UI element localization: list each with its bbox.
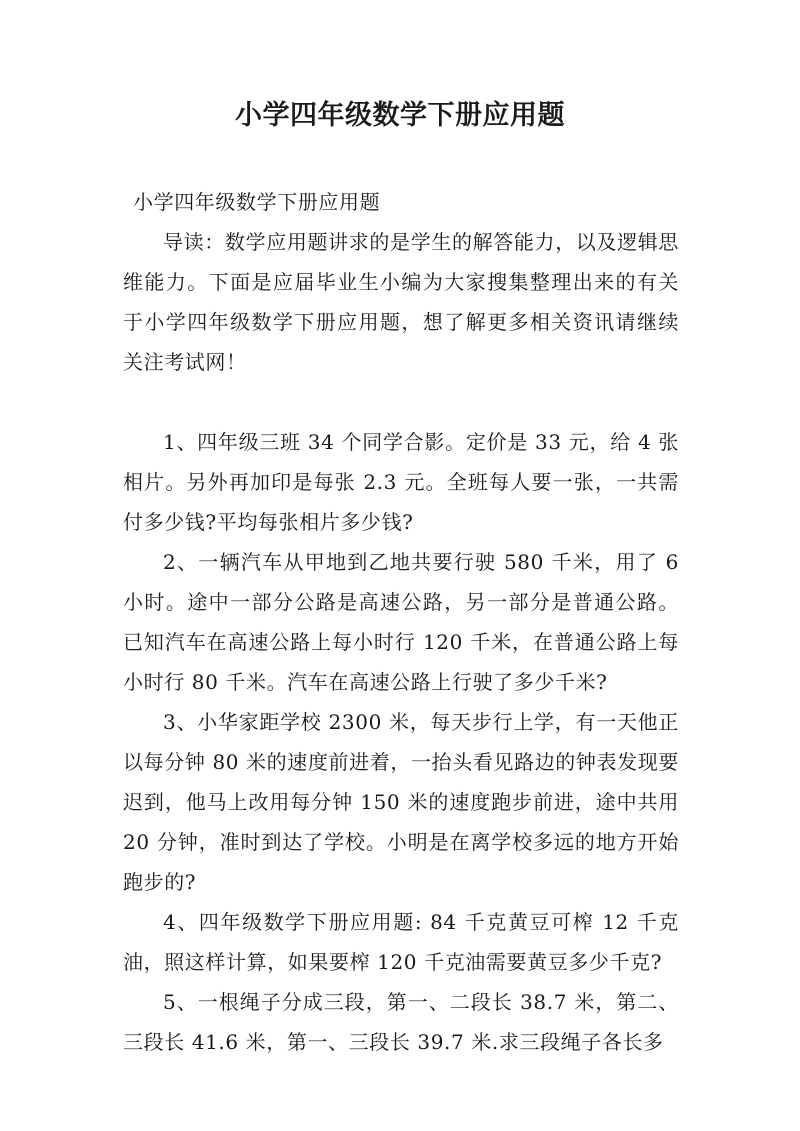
document-subtitle: 小学四年级数学下册应用题: [133, 190, 381, 214]
question-4: 4、四年级数学下册应用题: 84 千克黄豆可榨 12 千克油，照这样计算，如果要榨 120 千克油需要黄豆多少千克?: [123, 910, 679, 974]
question-5: 5、一根绳子分成三段，第一、二段长 38.7 米，第二、三段长 41.6 米，第一、三段长 39.7 米.求三段绳子各长多: [123, 990, 679, 1054]
document-body: [123, 182, 679, 1062]
question-list: [123, 422, 679, 1062]
paragraph-spacer: [123, 382, 679, 422]
question-1: 1、四年级三班 34 个同学合影。定价是 33 元，给 4 张相片。另外再加印是每张 2.3 元。全班每人要一张，一共需付多少钱?平均每张相片多少钱?: [123, 430, 679, 534]
intro-paragraph: 导读：数学应用题讲求的是学生的解答能力，以及逻辑思维能力。下面是应届毕业生小编为大家搜集整理出来的有关于小学四年级数学下册应用题，想了解更多相关资讯请继续关注考试网！: [123, 230, 679, 374]
document-title: 小学四年级数学下册应用题: [235, 100, 565, 131]
question-2: 2、一辆汽车从甲地到乙地共要行驶 580 千米，用了 6 小时。途中一部分公路是高速公路，另一部分是普通公路。已知汽车在高速公路上每小时行 120 千米，在普通公路上每小时行 80 千米。汽车在高速公路上行驶了多少千米?: [123, 550, 679, 694]
question-3: 3、小华家距学校 2300 米，每天步行上学，有一天他正以每分钟 80 米的速度前进着，一抬头看见路边的钟表发现要迟到，他马上改用每分钟 150 米的速度跑步前进，途中共用 20 分钟，准时到达了学校。小明是在离学校多远的地方开始跑步的?: [123, 710, 679, 894]
